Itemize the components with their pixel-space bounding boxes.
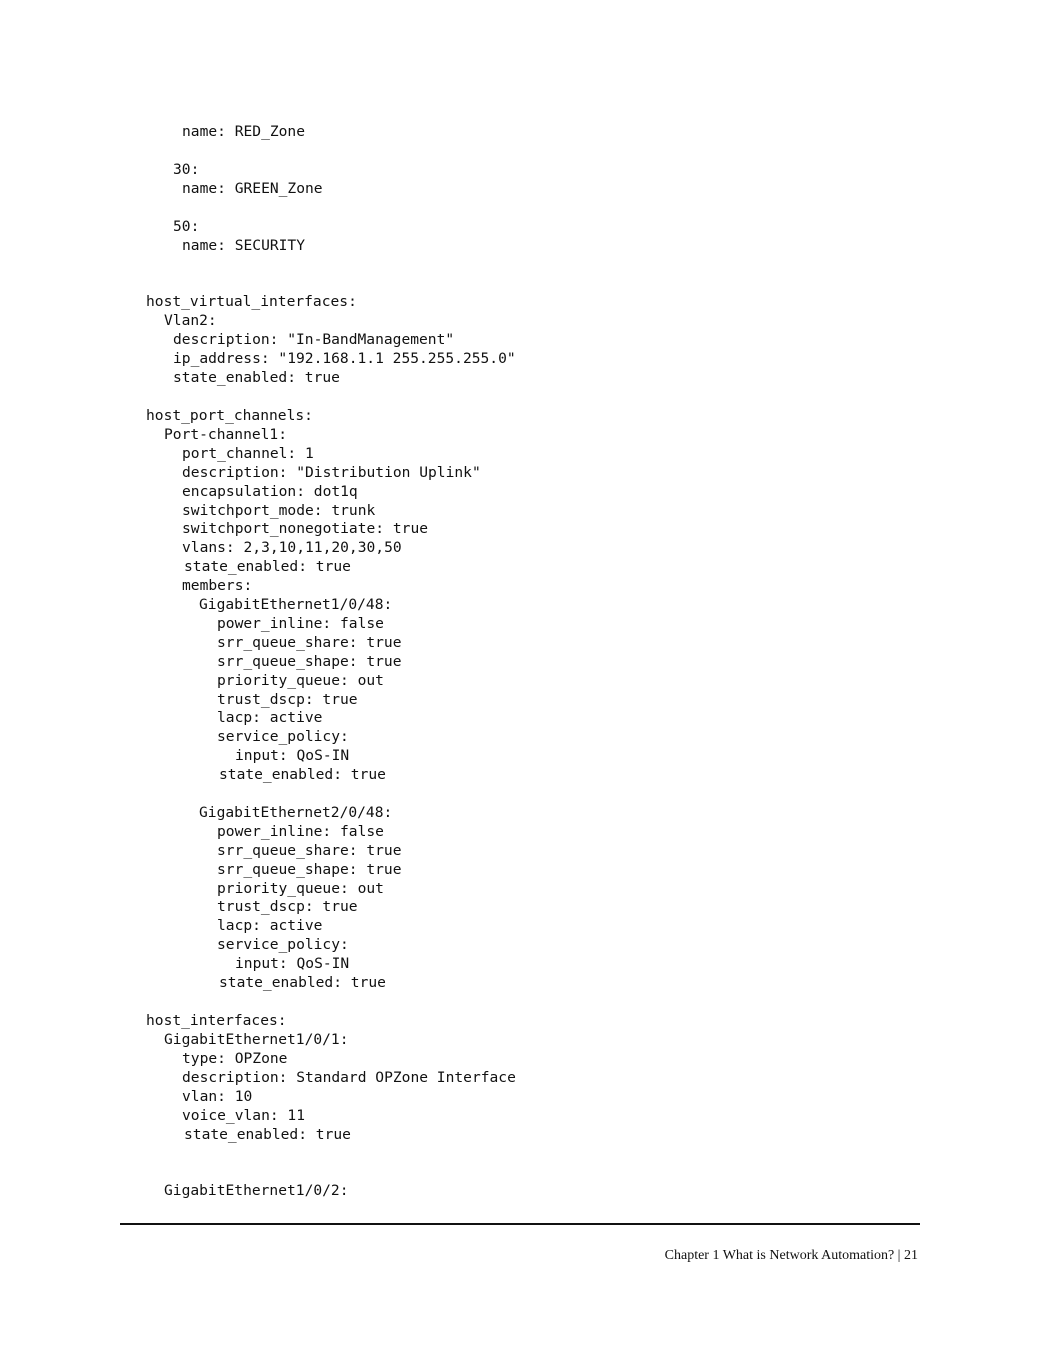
code-line: power_inline: false bbox=[217, 615, 384, 632]
code-line: vlan: 10 bbox=[182, 1088, 253, 1105]
code-line: members: bbox=[182, 577, 253, 594]
code-line: lacp: active bbox=[217, 917, 323, 934]
code-line: host_virtual_interfaces: bbox=[146, 293, 357, 310]
code-line: input: QoS-IN bbox=[235, 955, 350, 972]
code-line: switchport_mode: trunk bbox=[182, 502, 376, 519]
code-line: state_enabled: true bbox=[184, 1126, 351, 1143]
page-footer: Chapter 1 What is Network Automation? | 21 bbox=[664, 1248, 918, 1263]
code-line: description: "In-BandManagement" bbox=[173, 331, 455, 348]
code-line: service_policy: bbox=[217, 936, 349, 953]
code-line: GigabitEthernet1/0/48: bbox=[199, 596, 393, 613]
code-line: GigabitEthernet1/0/1: bbox=[164, 1031, 349, 1048]
code-line: state_enabled: true bbox=[184, 558, 351, 575]
code-line: vlans: 2,3,10,11,20,30,50 bbox=[182, 539, 402, 556]
code-line: Port-channel1: bbox=[164, 426, 288, 443]
code-line: port_channel: 1 bbox=[182, 445, 314, 462]
code-line: priority_queue: out bbox=[217, 880, 384, 897]
code-line: Vlan2: bbox=[164, 312, 217, 329]
code-line: input: QoS-IN bbox=[235, 747, 350, 764]
code-line: trust_dscp: true bbox=[217, 691, 358, 708]
code-line: lacp: active bbox=[217, 709, 323, 726]
code-line: type: OPZone bbox=[182, 1050, 288, 1067]
code-line: description: Standard OPZone Interface bbox=[182, 1069, 516, 1086]
code-line: priority_queue: out bbox=[217, 672, 384, 689]
code-line: state_enabled: true bbox=[219, 766, 386, 783]
code-line: switchport_nonegotiate: true bbox=[182, 520, 429, 537]
code-line: name: GREEN_Zone bbox=[182, 180, 323, 197]
code-line: GigabitEthernet1/0/2: bbox=[164, 1182, 349, 1199]
code-line: srr_queue_shape: true bbox=[217, 861, 402, 878]
code-line: service_policy: bbox=[217, 728, 349, 745]
code-line: 50: bbox=[173, 218, 200, 235]
code-line: srr_queue_share: true bbox=[217, 634, 402, 651]
code-line: state_enabled: true bbox=[173, 369, 340, 386]
code-line: host_interfaces: bbox=[146, 1012, 287, 1029]
code-line: voice_vlan: 11 bbox=[182, 1107, 306, 1124]
code-line: power_inline: false bbox=[217, 823, 384, 840]
footer-divider bbox=[120, 1223, 920, 1225]
code-line: GigabitEthernet2/0/48: bbox=[199, 804, 393, 821]
code-line: name: RED_Zone bbox=[182, 123, 306, 140]
code-line: state_enabled: true bbox=[219, 974, 386, 991]
code-line: srr_queue_share: true bbox=[217, 842, 402, 859]
code-line: encapsulation: dot1q bbox=[182, 483, 358, 500]
code-line: name: SECURITY bbox=[182, 237, 306, 254]
code-line: trust_dscp: true bbox=[217, 898, 358, 915]
code-line: host_port_channels: bbox=[146, 407, 313, 424]
code-line: 30: bbox=[173, 161, 200, 178]
code-line: ip_address: "192.168.1.1 255.255.255.0" bbox=[173, 350, 516, 367]
code-line: srr_queue_shape: true bbox=[217, 653, 402, 670]
code-line: description: "Distribution Uplink" bbox=[182, 464, 481, 481]
